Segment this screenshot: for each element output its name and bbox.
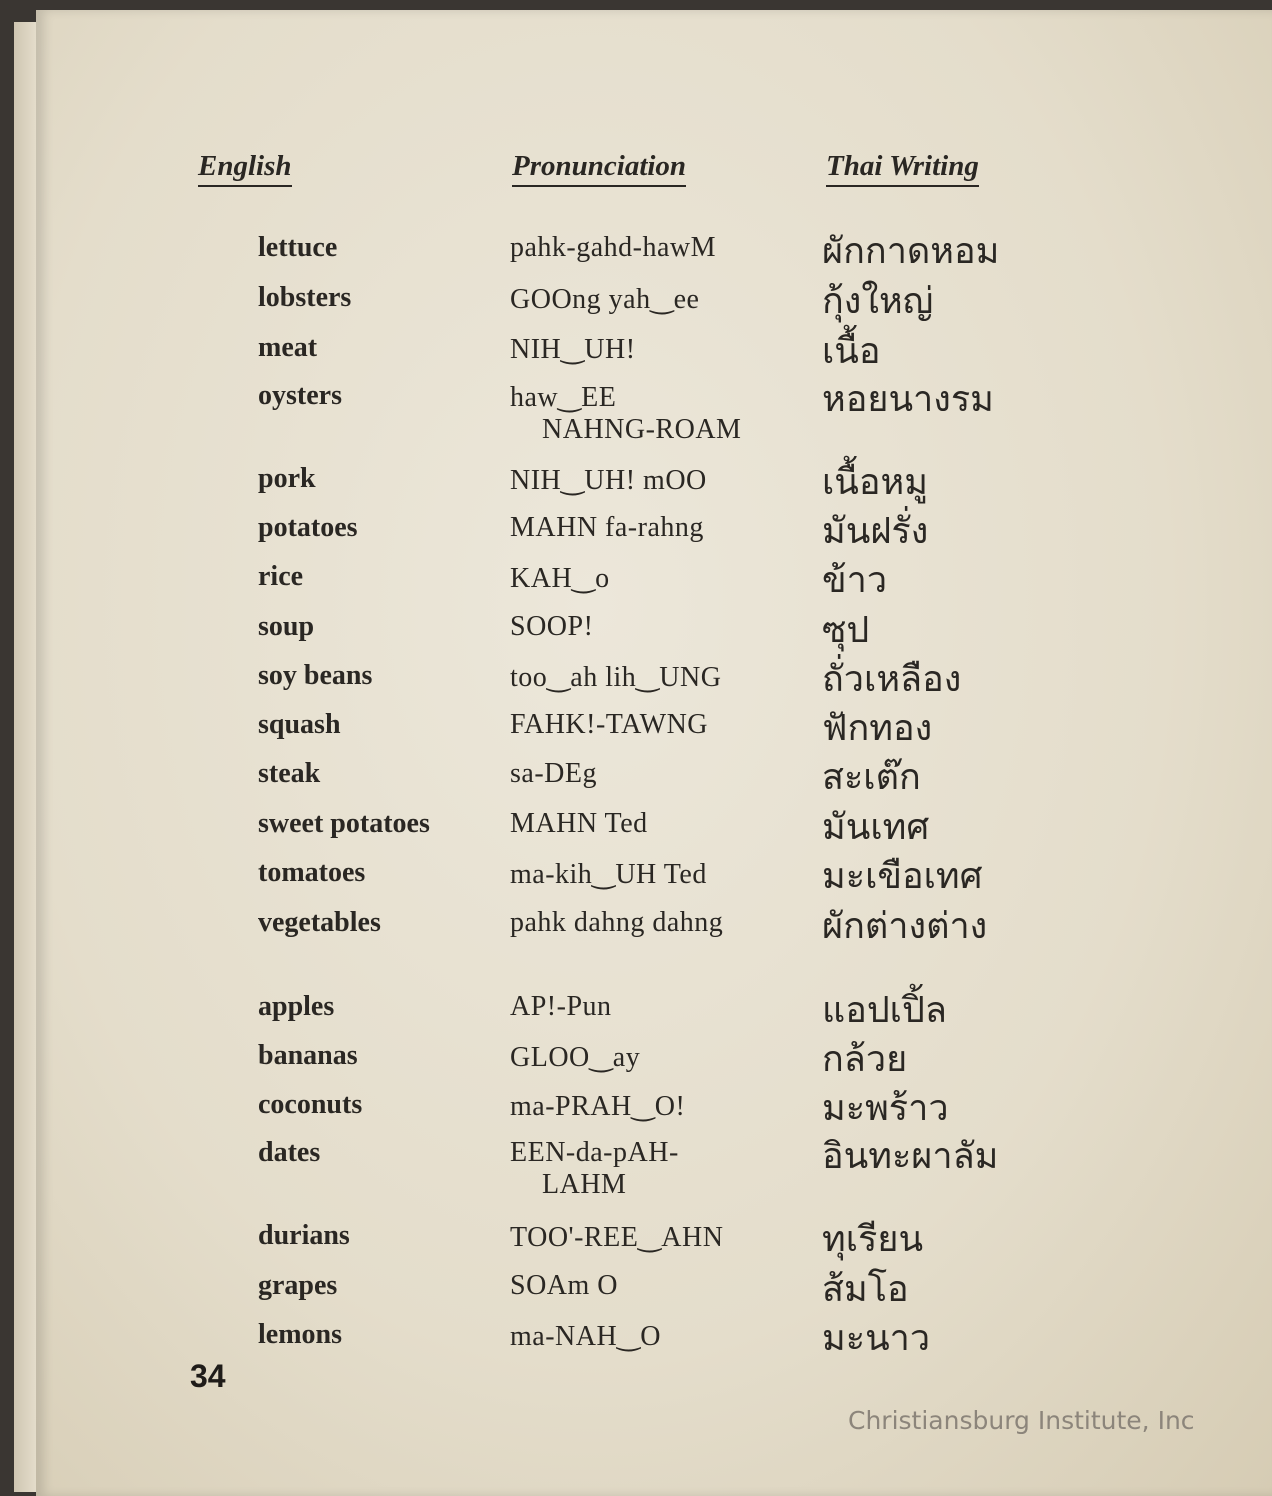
english-word: meat — [258, 332, 318, 363]
english-word: vegetables — [258, 907, 381, 938]
header-thai-writing: Thai Writing — [826, 150, 979, 187]
vocab-row — [0, 907, 1272, 957]
english-word: tomatoes — [258, 857, 366, 888]
thai-writing: แอปเปิ้ล — [822, 990, 947, 1031]
vocab-row — [0, 991, 1272, 1041]
english-word: lettuce — [258, 232, 338, 263]
vocab-row — [0, 709, 1272, 759]
pronunciation: ma-kih‿UH Ted — [510, 859, 707, 890]
thai-writing: ส้มโอ — [822, 1269, 909, 1310]
vocab-row — [0, 379, 1272, 445]
english-word: dates — [258, 1137, 321, 1168]
pronunciation: pahk dahng dahng — [510, 907, 724, 938]
header-pronunciation: Pronunciation — [512, 150, 686, 187]
pronunciation: GLOO‿ay — [510, 1042, 641, 1073]
thai-writing: อินทะผาลัม — [822, 1136, 999, 1177]
thai-writing: สะเต๊ก — [822, 757, 921, 798]
thai-writing: มันเทศ — [822, 807, 930, 848]
vocab-row — [0, 463, 1272, 513]
header-english: English — [198, 150, 292, 187]
vocab-row — [0, 1136, 1272, 1200]
thai-writing: ฟักทอง — [822, 708, 933, 749]
pronunciation: SOOP! — [510, 611, 594, 642]
pronunciation: KAH‿o — [510, 563, 610, 594]
pronunciation: ma-NAH‿O — [510, 1321, 661, 1352]
pronunciation: TOO'-REE‿AHN — [510, 1222, 724, 1253]
english-word: soy beans — [258, 660, 373, 691]
thai-writing: มะนาว — [822, 1318, 931, 1359]
vocab-row — [0, 660, 1272, 710]
vocab-row — [0, 512, 1272, 562]
english-word: grapes — [258, 1270, 338, 1301]
pronunciation: haw‿EE NAHNG-ROAM — [510, 382, 742, 445]
thai-writing: ข้าว — [822, 560, 888, 601]
pronunciation: pahk-gahd-hawM — [510, 232, 717, 263]
vocab-row — [0, 232, 1272, 282]
vocab-row — [0, 1040, 1272, 1090]
pronunciation: FAHK!-TAWNG — [510, 709, 709, 740]
english-word: pork — [258, 463, 316, 494]
english-word: durians — [258, 1220, 350, 1251]
pronunciation: NIH‿UH! — [510, 334, 636, 365]
thai-writing: ผักต่างต่าง — [822, 906, 988, 947]
english-word: potatoes — [258, 512, 358, 543]
pronunciation: AP!-Pun — [510, 991, 612, 1022]
thai-writing: ทุเรียน — [822, 1219, 924, 1260]
english-word: lobsters — [258, 282, 352, 313]
thai-writing: ซุป — [822, 610, 870, 651]
vocab-row — [0, 611, 1272, 661]
vocab-row — [0, 1089, 1272, 1139]
vocab-row — [0, 561, 1272, 611]
watermark: Christiansburg Institute, Inc — [848, 1406, 1195, 1435]
pronunciation: NIH‿UH! mOO — [510, 465, 707, 496]
pronunciation: EEN-da-pAH- LAHM — [510, 1137, 679, 1200]
english-word: coconuts — [258, 1089, 363, 1120]
pronunciation: SOAm O — [510, 1270, 619, 1301]
pronunciation: MAHN Ted — [510, 808, 648, 839]
english-word: squash — [258, 709, 341, 740]
english-word: soup — [258, 611, 315, 642]
english-word: apples — [258, 991, 335, 1022]
pronunciation: too‿ah lih‿UNG — [510, 662, 722, 693]
english-word: bananas — [258, 1040, 358, 1071]
english-word: sweet potatoes — [258, 808, 430, 839]
english-word: steak — [258, 758, 321, 789]
pronunciation: ma-PRAH‿O! — [510, 1091, 686, 1122]
thai-writing: มะเขือเทศ — [822, 856, 983, 897]
thai-writing: หอยนางรม — [822, 379, 994, 420]
vocab-row — [0, 1220, 1272, 1270]
thai-writing: ผักกาดหอม — [822, 231, 1000, 272]
vocab-row — [0, 857, 1272, 907]
vocab-row — [0, 808, 1272, 858]
thai-writing: ถั่วเหลือง — [822, 659, 962, 700]
pronunciation: sa-DEg — [510, 758, 597, 789]
english-word: lemons — [258, 1319, 342, 1350]
thai-writing: กุ้งใหญ่ — [822, 281, 934, 322]
vocab-row — [0, 758, 1272, 808]
thai-writing: เนื้อ — [822, 331, 881, 372]
thai-writing: เนื้อหมู — [822, 462, 928, 503]
thai-writing: มันฝรั่ง — [822, 511, 929, 552]
thai-writing: มะพร้าว — [822, 1088, 949, 1129]
english-word: oysters — [258, 380, 342, 411]
thai-writing: กล้วย — [822, 1039, 908, 1080]
vocab-row — [0, 282, 1272, 332]
pronunciation: MAHN fa-rahng — [510, 512, 704, 543]
vocab-row — [0, 332, 1272, 382]
vocab-row — [0, 1270, 1272, 1320]
page-number: 34 — [190, 1358, 226, 1394]
english-word: rice — [258, 561, 304, 592]
pronunciation: GOOng yah‿ee — [510, 284, 700, 315]
